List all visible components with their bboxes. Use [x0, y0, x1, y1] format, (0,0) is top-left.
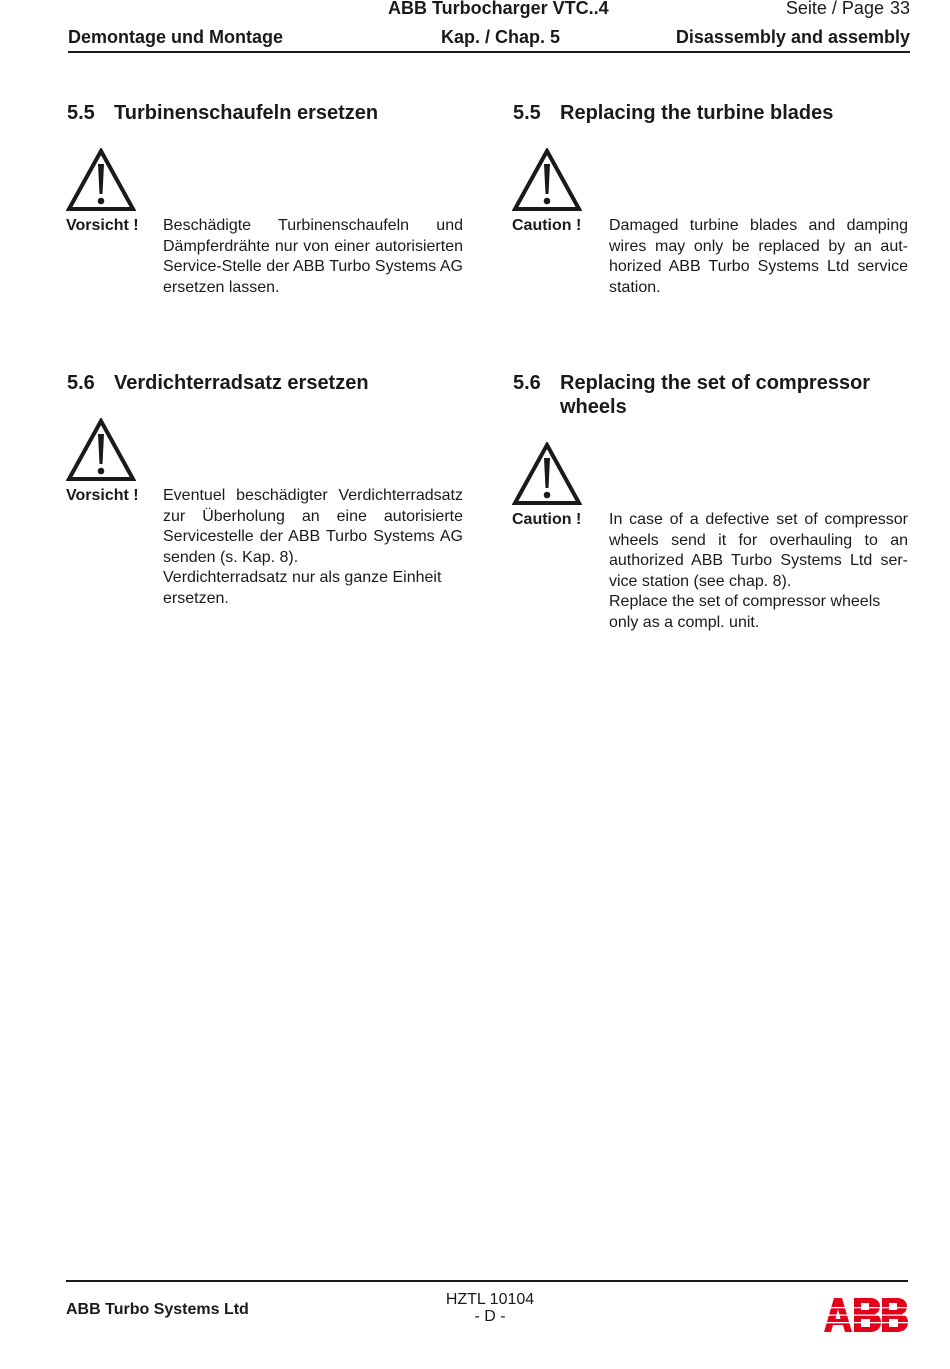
warning-paragraph: Damaged turbine blades and damping wires may only be replaced by an authorized ABB Turbo Systems Ltd service station.: [609, 217, 908, 296]
footer-doc-info: [420, 1291, 560, 1325]
section-heading: Replacing the turbine blades: [560, 102, 834, 124]
header-center: Kap. / Chap. 5: [441, 27, 561, 47]
page-indicator: [786, 0, 910, 19]
page-number: 33: [889, 0, 910, 18]
section-number: 5.5: [513, 102, 541, 124]
section-title-5-5-en: [513, 101, 913, 125]
section-title-5-6-en: [513, 371, 913, 419]
warning-paragraph: Eventuel beschädigter Verdichterradsatz zur Überholung an eine autorisierte Servicestelle der ABB Turbo Systems AG senden (s. Kap. 8).: [163, 487, 463, 566]
warning-triangle-icon: [512, 442, 582, 506]
section-heading: Verdichterradsatz ersetzen: [114, 372, 369, 394]
warning-paragraph: In case of a defective set of compressor wheels send it for overhauling to an authorized ABB Turbo Systems Ltd service station (see chap. 8).: [609, 511, 908, 590]
section-number: 5.5: [67, 102, 95, 124]
caution-label-en: Caution !: [512, 217, 582, 234]
warning-text-en: [609, 510, 908, 633]
section-number: 5.6: [513, 372, 541, 394]
warning-triangle-icon: [512, 148, 582, 212]
section-title-5-6-de: [67, 371, 487, 395]
warning-paragraph: Verdichterradsatz nur als ganze Einheit ersetzen.: [163, 569, 442, 607]
section-number: 5.6: [67, 372, 95, 394]
warning-triangle-icon: [66, 418, 136, 482]
warning-text-en: [609, 216, 908, 298]
section-heading: Turbinenschaufeln ersetzen: [114, 102, 379, 124]
warning-text-de: [163, 216, 463, 298]
caution-label-de: Vorsicht !: [66, 487, 139, 504]
warning-triangle-icon: [66, 148, 136, 212]
footer-company: ABB Turbo Systems Ltd: [66, 1301, 249, 1318]
section-heading: Replacing the set of compressor wheels: [560, 372, 871, 418]
page-label: Seite / Page: [785, 0, 884, 18]
header-left: Demontage und Montage: [68, 27, 283, 47]
warning-paragraph: Replace the set of compressor wheels only as a compl. unit.: [609, 593, 881, 631]
header-right: Disassembly and assembly: [675, 27, 910, 47]
document-title: ABB Turbocharger VTC..4: [388, 0, 609, 18]
warning-text-de: [163, 486, 463, 609]
section-title-5-5-de: [67, 101, 487, 125]
warning-paragraph: Beschädigte Turbinenschaufeln und Dämpferdrähte nur von einer autorisierten Service-Stelle der ABB Turbo Systems AG ersetzen lassen.: [163, 217, 463, 296]
footer-rule: [66, 1280, 908, 1282]
footer-doc-id: HZTL 10104: [445, 1291, 535, 1308]
footer-language: - D -: [474, 1308, 506, 1325]
caution-label-de: Vorsicht !: [66, 217, 139, 234]
caution-label-en: Caution !: [512, 511, 582, 528]
header-rule: [68, 51, 910, 53]
abb-logo-icon: [824, 1298, 908, 1332]
